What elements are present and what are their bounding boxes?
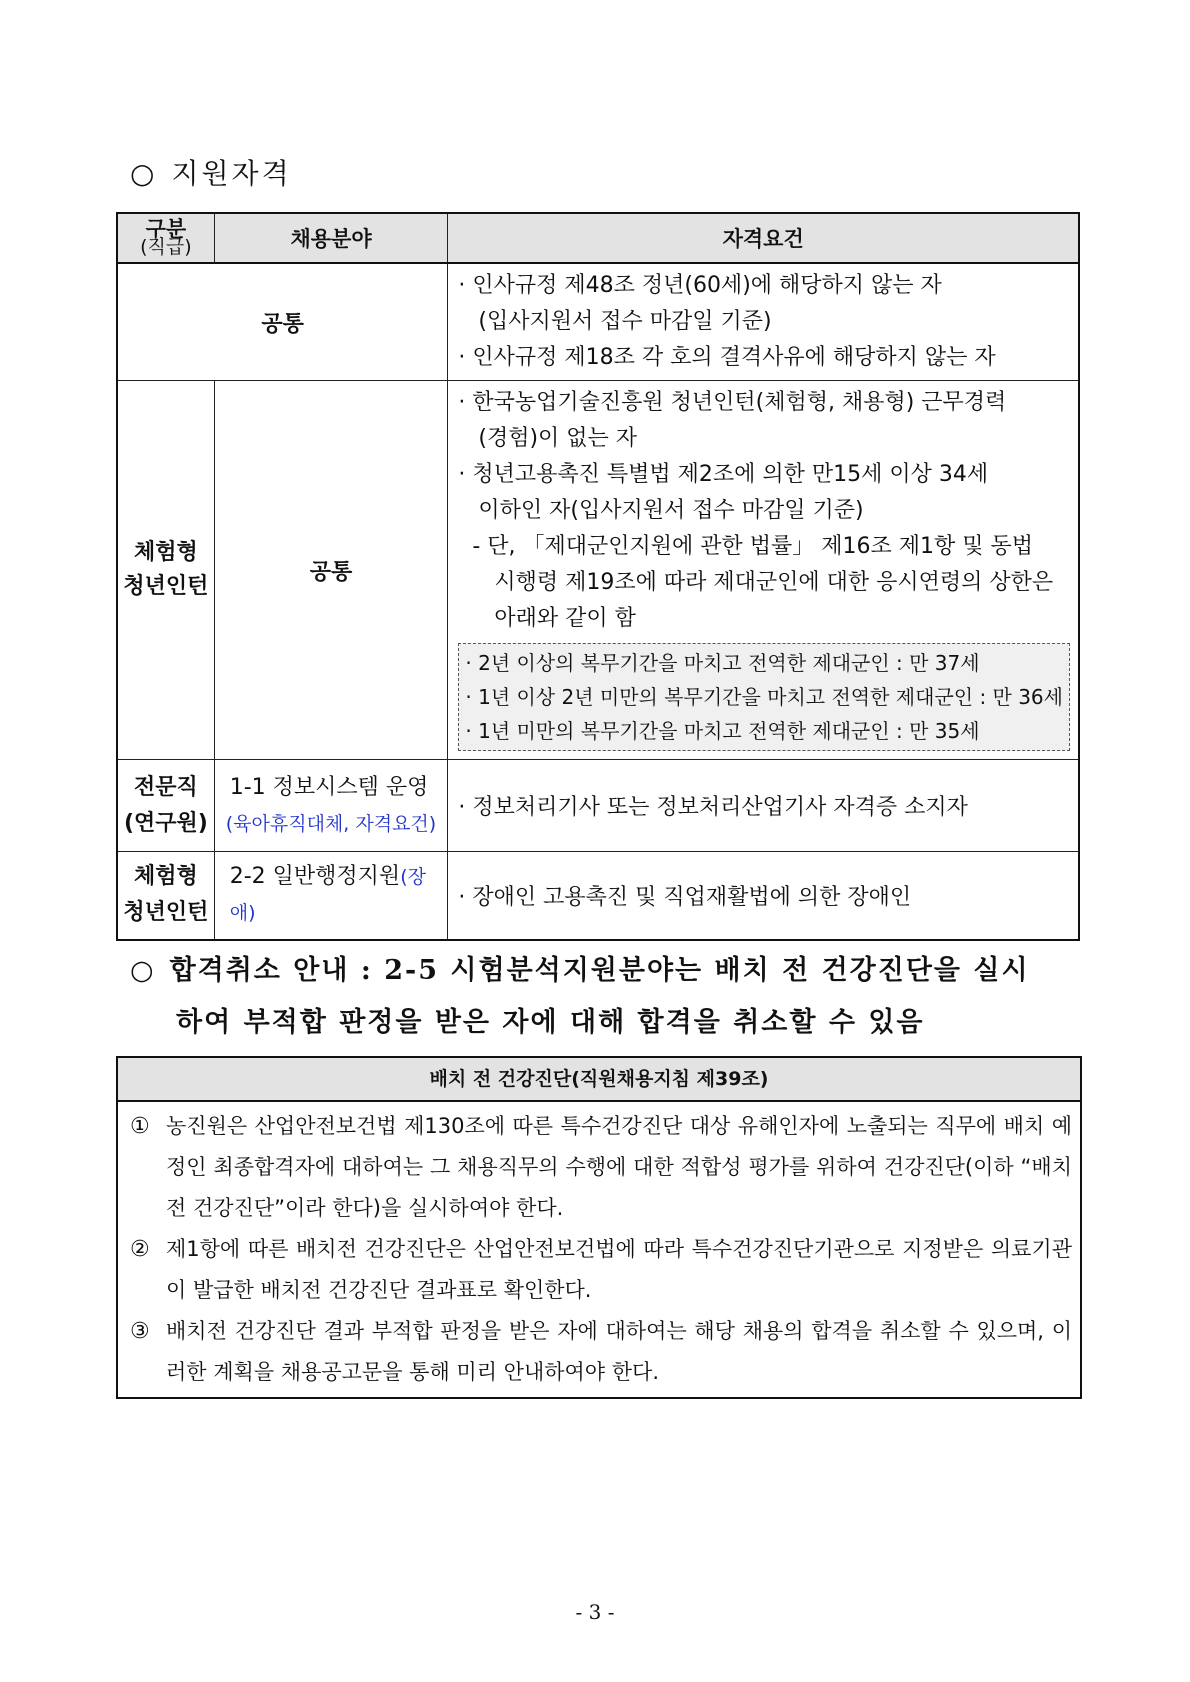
research-field [214,760,448,852]
list-item [130,1106,1072,1229]
research-requirement: · 정보처리기사 또는 정보처리산업기사 자격증 소지자 [448,760,1079,852]
field-note: (장애) [229,866,426,925]
field-name: 2-2 일반행정지원 [229,864,401,890]
admin-grade [117,852,214,940]
requirement-line: · 한국농업기술진흥원 청년인턴(체험형, 채용형) 근무경력 [458,390,1007,415]
grade-line: (연구원) [123,810,208,836]
cancel-notice-line2: 하여 부적합 판정을 받은 자에 대해 합격을 취소할 수 있음 [176,1007,925,1038]
health-check-body [118,1102,1080,1397]
health-check-box [116,1056,1082,1399]
page-number: - 3 - [575,1600,615,1624]
header-field: 채용분야 [214,213,448,263]
requirement-line: · 청년고용촉진 특별법 제2조에 의한 만15세 이상 34세 [458,462,989,487]
requirement-line: - 단, 「제대군인지원에 관한 법률」 제16조 제1항 및 동법 [472,534,1034,559]
header-category [117,213,214,263]
research-grade [117,760,214,852]
item-text: 제1항에 따른 배치전 건강진단은 산업안전보건법에 따라 특수건강진단기관으로 지정받은 의료기관이 발급한 배치전 건강진단 결과표로 확인한다. [166,1237,1072,1302]
circle-bullet-icon: ○ [130,157,158,190]
field-name: 1-1 정보시스템 운영 [229,774,429,800]
requirement-line: · 인사규정 제18조 각 호의 결격사유에 해당하지 않는 자 [458,345,996,370]
header-category-sub: (직급) [140,236,192,258]
common-requirements [448,263,1079,381]
item-text: 농진원은 산업안전보건법 제130조에 따른 특수건강진단 대상 유해인자에 노출되는 직무에 배치 예정인 최종합격자에 대하여는 그 채용직무의 수행에 대한 적합성 평가를 위하여 건강진단(이하 “배치전 건강진단”이라 한다)을 실시하여야 한다. [166,1114,1072,1220]
section-title-qualifications [130,152,292,192]
table-row-research [117,760,1079,852]
table-header-row [117,213,1079,263]
table-row-intern [117,381,1079,760]
grade-line: 전문직 [133,774,198,800]
veteran-age-line: · 1년 미만의 복무기간을 마치고 전역한 제대군인 : 만 35세 [465,719,980,743]
requirement-line: (입사지원서 접수 마감일 기준) [478,309,772,334]
header-category-main: 구분 [145,217,187,241]
item-number: ② [130,1237,150,1262]
item-text: 배치전 건강진단 결과 부적합 판정을 받은 자에 대하여는 해당 채용의 합격을 취소할 수 있으며, 이러한 계획을 채용공고문을 통해 미리 안내하여야 한다. [166,1319,1072,1384]
requirement-line: (경험)이 없는 자 [478,426,638,451]
item-number: ① [130,1114,150,1139]
requirement-line: 시행령 제19조에 따라 제대군인에 대한 응시연령의 상한은 [494,570,1054,595]
item-number: ③ [130,1319,150,1344]
cancel-notice-text: 합격취소 안내 : 2-5 시험분석지원분야는 배치 전 건강진단을 실시 [169,955,1030,986]
requirement-line: 아래와 같이 함 [494,606,636,631]
grade-line: 청년인턴 [123,900,209,926]
intern-grade [117,381,214,760]
field-note: (육아휴직대체, 자격요건) [225,812,437,835]
health-check-title: 배치 전 건강진단(직원채용지침 제39조) [118,1058,1080,1102]
list-item [130,1229,1072,1311]
header-requirements: 자격요건 [448,213,1079,263]
grade-line: 체험형 [133,540,198,565]
list-item [130,1311,1072,1393]
grade-line: 체험형 [133,864,198,890]
table-row-common [117,263,1079,381]
grade-line: 청년인턴 [123,574,209,599]
requirement-line: 이하인 자(입사지원서 접수 마감일 기준) [478,498,864,523]
intern-field: 공통 [214,381,448,760]
veteran-age-box [458,643,1070,751]
veteran-age-line: · 2년 이상의 복무기간을 마치고 전역한 제대군인 : 만 37세 [465,651,980,675]
veteran-age-line: · 1년 이상 2년 미만의 복무기간을 마치고 전역한 제대군인 : 만 36세 [465,685,1063,709]
cancel-notice-line1 [130,945,1090,997]
admin-requirement: · 장애인 고용촉진 및 직업재활법에 의한 장애인 [448,852,1079,940]
section-title-text: 지원자격 [171,157,292,190]
admin-field [214,852,448,940]
requirement-line: · 인사규정 제48조 정년(60세)에 해당하지 않는 자 [458,273,942,298]
circle-bullet-icon: ○ [130,955,156,986]
common-label: 공통 [117,263,448,381]
cancel-notice [130,945,1090,1049]
field-wrap [216,859,447,931]
qualification-table [116,212,1080,941]
table-row-admin [117,852,1079,940]
intern-requirements [448,381,1079,760]
